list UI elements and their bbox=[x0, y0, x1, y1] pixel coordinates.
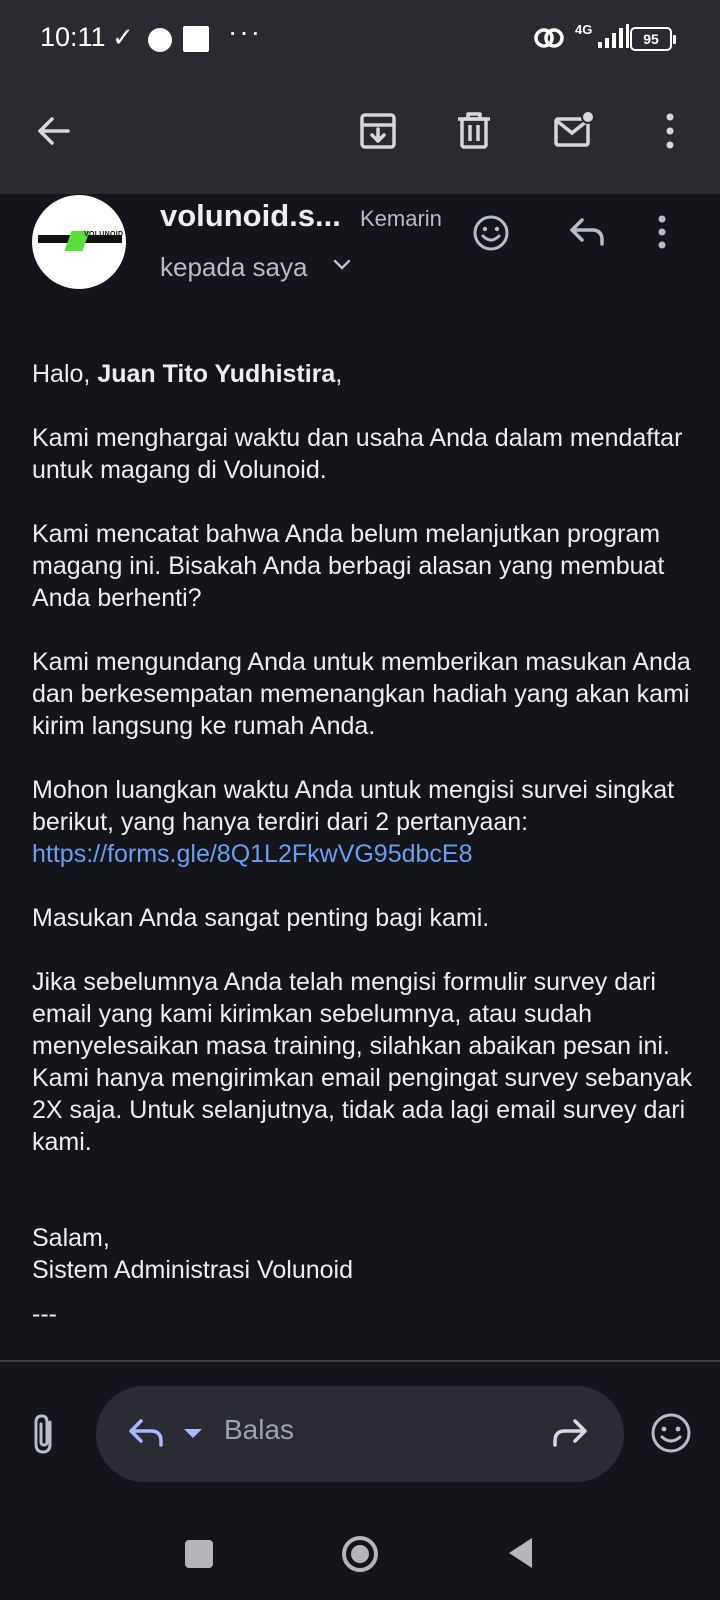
more-vert-icon[interactable] bbox=[648, 109, 692, 153]
avatar-logo-text: VOLUNOID bbox=[84, 231, 124, 238]
recent-apps-button[interactable] bbox=[185, 1540, 213, 1568]
status-time: 10:11 bbox=[40, 22, 106, 52]
nav-back-button[interactable] bbox=[506, 1536, 536, 1570]
status-bar bbox=[0, 0, 720, 80]
closing: Salam, bbox=[32, 1224, 110, 1252]
trash-icon[interactable] bbox=[452, 109, 496, 153]
network-type: 4G bbox=[575, 22, 593, 37]
signal-icon bbox=[596, 24, 630, 50]
greeting-suffix: , bbox=[335, 360, 343, 388]
compose-divider bbox=[0, 1360, 720, 1362]
survey-link[interactable]: https://forms.gle/8Q1L2FkwVG95dbcE8 bbox=[32, 840, 473, 868]
forward-icon[interactable] bbox=[550, 1416, 590, 1450]
survey-paragraph bbox=[32, 774, 702, 870]
greeting-name: Juan Tito Yudhistira bbox=[97, 360, 336, 388]
attachment-icon[interactable] bbox=[26, 1412, 64, 1456]
body-paragraph: Jika sebelumnya Anda telah mengisi formulir survey dari email yang kami kirimkan sebelumnya, atau sudah menyelesaikan masa training, silahkan abaikan pesan ini. Kami hanya mengirimkan email pengingat survey sebanyak 2X saja. Untuk selanjutnya, tidak ada lagi email survey dari kami. bbox=[32, 968, 693, 1156]
reply-icon[interactable] bbox=[568, 216, 606, 248]
sender-avatar[interactable] bbox=[32, 195, 126, 289]
email-body bbox=[32, 358, 702, 1362]
sender-name[interactable]: volunoid.s... bbox=[160, 198, 341, 233]
separator: --- bbox=[32, 1300, 57, 1328]
battery-level: 95 bbox=[630, 27, 672, 51]
greeting bbox=[32, 358, 702, 390]
greeting-prefix: Halo, bbox=[32, 360, 98, 388]
body-paragraph: Kami mencatat bahwa Anda belum melanjutkan program magang ini. Bisakah Anda berbagi alasan yang membuat Anda berhenti? bbox=[32, 520, 665, 612]
reply-box[interactable] bbox=[96, 1386, 624, 1482]
body-paragraph: Masukan Anda sangat penting bagi kami. bbox=[32, 904, 490, 932]
archive-icon[interactable] bbox=[356, 109, 400, 153]
survey-intro: Mohon luangkan waktu Anda untuk mengisi survei singkat berikut, yang hanya terdiri dari 2 pertanyaan: bbox=[32, 776, 675, 836]
link-icon bbox=[533, 24, 565, 52]
more-notifications-icon: ··· bbox=[228, 16, 262, 47]
mail-unread-icon[interactable] bbox=[552, 109, 596, 153]
back-arrow-icon[interactable] bbox=[32, 109, 76, 153]
check-icon: ✓ bbox=[112, 22, 134, 52]
chevron-down-icon[interactable] bbox=[332, 258, 352, 272]
body-paragraph: Kami mengundang Anda untuk memberikan masukan Anda dan berkesempatan memenangkan hadiah yang akan kami kirim langsung ke rumah Anda. bbox=[32, 648, 691, 740]
caret-down-icon[interactable] bbox=[182, 1428, 204, 1440]
closing-block bbox=[32, 1222, 702, 1286]
home-button[interactable] bbox=[340, 1534, 380, 1574]
emoji-reaction-icon[interactable] bbox=[472, 214, 510, 252]
reply-label[interactable]: Balas bbox=[224, 1414, 295, 1445]
body-paragraph: Kami menghargai waktu dan usaha Anda dalam mendaftar untuk magang di Volunoid. bbox=[32, 424, 683, 484]
emoji-icon[interactable] bbox=[650, 1412, 692, 1454]
signature: Sistem Administrasi Volunoid bbox=[32, 1256, 353, 1284]
notification-square-icon bbox=[183, 26, 209, 52]
recipient-label[interactable]: kepada saya bbox=[160, 252, 308, 282]
notification-dot-icon bbox=[148, 28, 172, 52]
email-more-icon[interactable] bbox=[655, 214, 669, 250]
reply-icon[interactable] bbox=[126, 1416, 166, 1450]
email-date: Kemarin bbox=[360, 206, 442, 231]
